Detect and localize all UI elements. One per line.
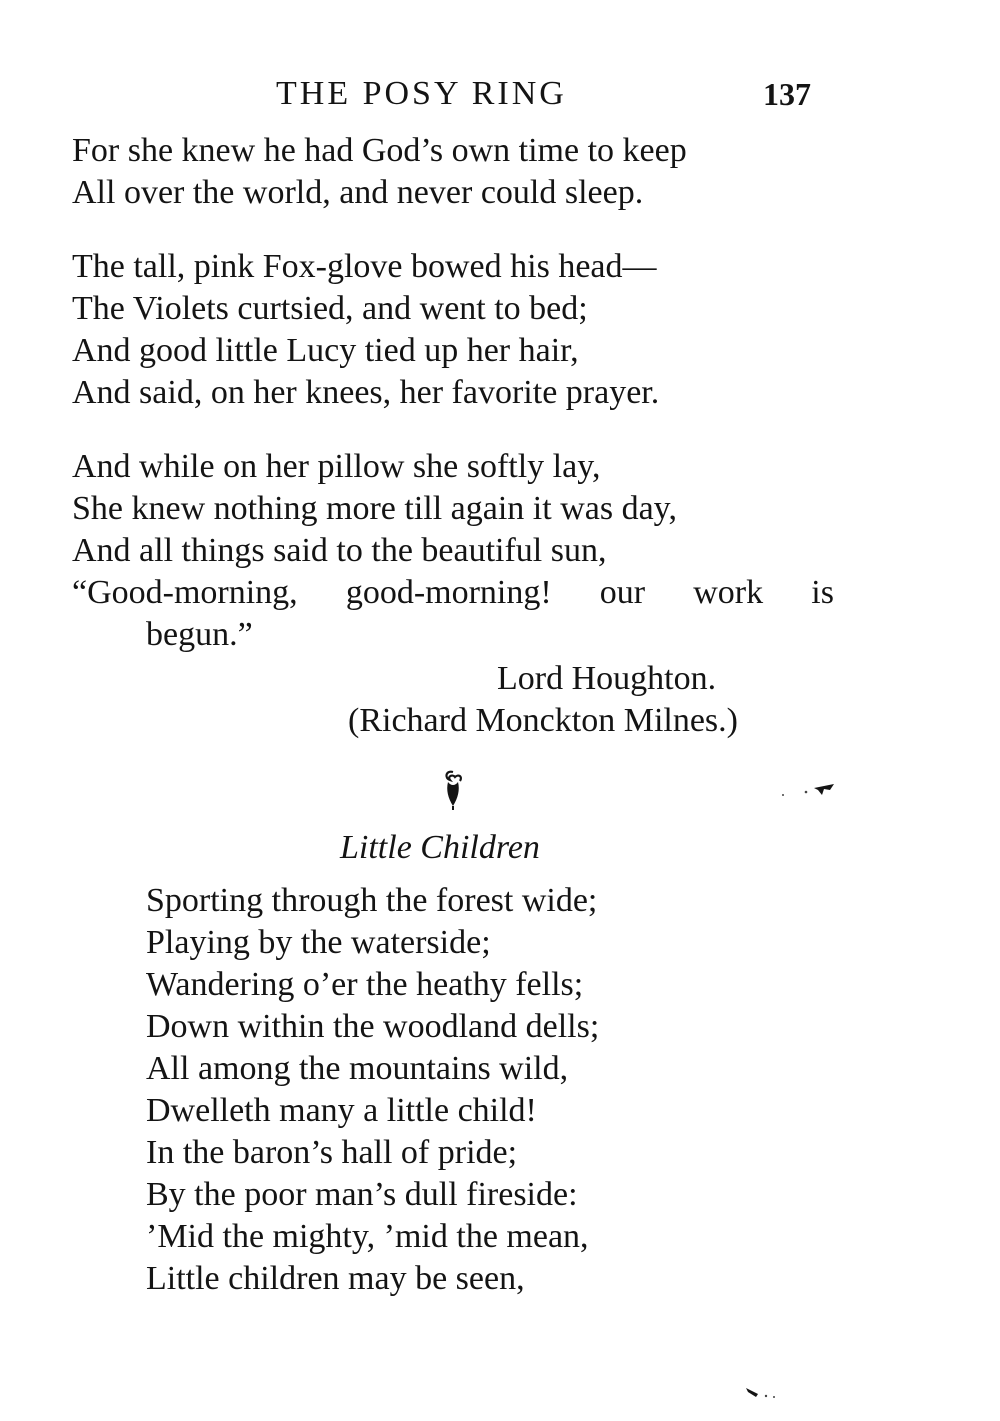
verse-line: In the baron’s hall of pride; (146, 1134, 518, 1171)
verse-line: She knew nothing more till again it was day, (72, 490, 677, 527)
verse-line: Wandering o’er the heathy fells; (146, 966, 584, 1003)
verse-line: Sporting through the forest wide; (146, 882, 598, 919)
verse-line: Down within the woodland dells; (146, 1008, 600, 1045)
poem1-stanza-2 (72, 246, 659, 414)
verse-line: And good little Lucy tied up her hair, (72, 332, 579, 369)
verse-word: good-morning! (345, 574, 552, 611)
floral-ornament-icon (436, 768, 470, 812)
poem-title: Little Children (340, 829, 540, 866)
verse-line: The Violets curtsied, and went to bed; (72, 290, 588, 327)
verse-word: “Good-morning, (72, 574, 298, 611)
verse-line: ’Mid the mighty, ’mid the mean, (146, 1218, 589, 1255)
verse-line: Playing by the waterside; (146, 924, 491, 961)
page-number: 137 (763, 76, 811, 112)
verse-line: All over the world, and never could sleep. (72, 174, 644, 211)
verse-line: The tall, pink Fox-glove bowed his head— (72, 248, 657, 285)
verse-line: And while on her pillow she softly lay, (72, 448, 601, 485)
verse-word: our (599, 574, 646, 611)
verse-line: And all things said to the beautiful sun, (72, 532, 607, 569)
verse-word: is (811, 574, 834, 611)
verse-line: For she knew he had God’s own time to keep (72, 132, 687, 169)
verse-line-continuation: begun.” (146, 616, 253, 653)
verse-line: All among the mountains wild, (146, 1050, 569, 1087)
print-blemish (780, 778, 840, 800)
running-head-title: THE POSY RING (276, 75, 567, 112)
attribution-real-name: (Richard Monckton Milnes.) (348, 702, 738, 739)
verse-line-justified (72, 572, 834, 614)
verse-line: Little children may be seen, (146, 1260, 525, 1297)
verse-word: work (693, 574, 764, 611)
verse-line: By the poor man’s dull fireside: (146, 1176, 578, 1213)
running-head (0, 72, 1000, 122)
print-blemish (740, 1384, 790, 1402)
poem1-stanza-3 (72, 446, 834, 656)
poem1-stanza-1 (72, 130, 687, 214)
attribution-author: Lord Houghton. (497, 660, 717, 697)
verse-line: Dwelleth many a little child! (146, 1092, 537, 1129)
poem2-body (146, 880, 599, 1300)
verse-line: And said, on her knees, her favorite prayer. (72, 374, 660, 411)
